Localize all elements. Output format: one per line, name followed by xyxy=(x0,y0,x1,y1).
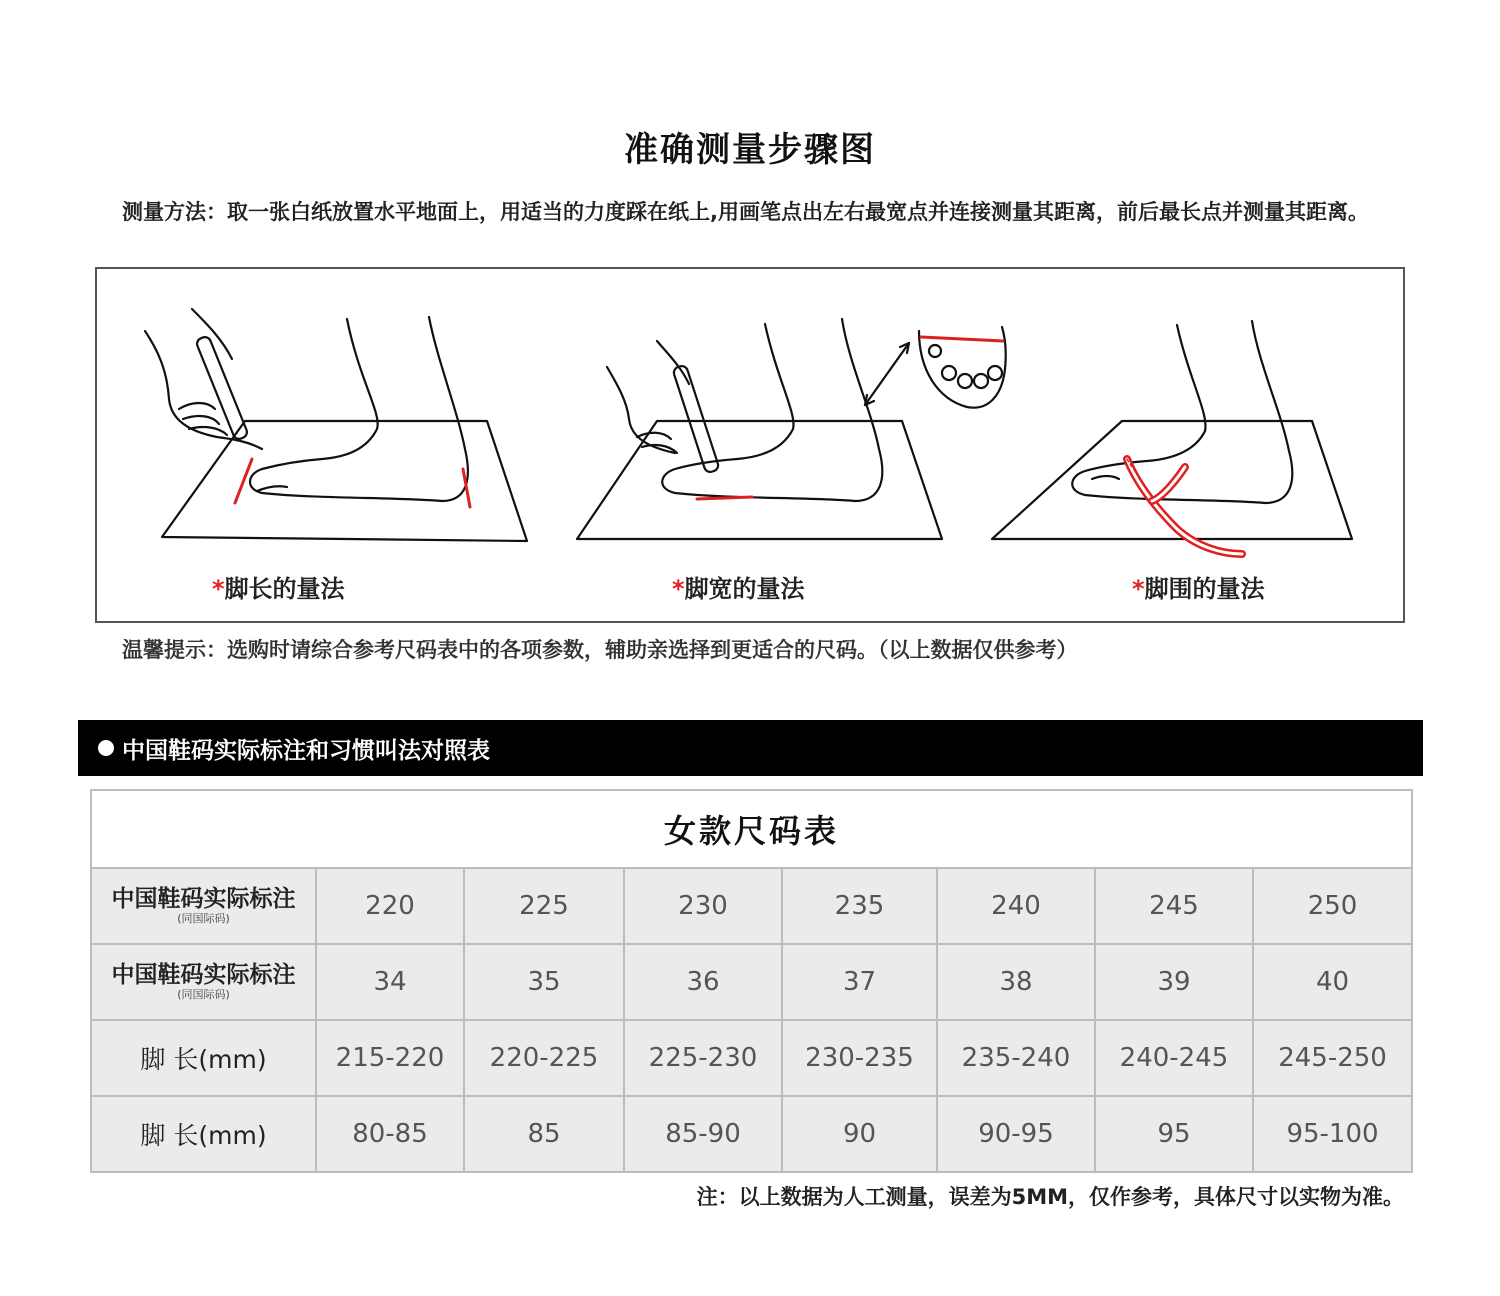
section-title: 中国鞋码实际标注和习惯叫法对照表 xyxy=(122,737,490,764)
table-cell: 85-90 xyxy=(624,1096,782,1172)
table-cell: 95-100 xyxy=(1253,1096,1412,1172)
table-cell: 37 xyxy=(782,944,937,1020)
table-row xyxy=(91,868,1412,944)
table-cell: 90-95 xyxy=(937,1096,1095,1172)
table-cell: 235 xyxy=(782,868,937,944)
tip-text: 温馨提示：选购时请综合参考尺码表中的各项参数，辅助亲选择到更适合的尺码。（以上数据仅供参考） xyxy=(122,638,1078,662)
table-cell: 235-240 xyxy=(937,1020,1095,1096)
foot-width-illustration xyxy=(577,319,1006,539)
measurement-diagram xyxy=(95,267,1405,623)
table-cell: 215-220 xyxy=(316,1020,464,1096)
table-row xyxy=(91,944,1412,1020)
table-cell: 36 xyxy=(624,944,782,1020)
section-header-bar xyxy=(78,720,1423,776)
table-cell: 230-235 xyxy=(782,1020,937,1096)
row-header: 脚 长(mm) xyxy=(91,1096,316,1172)
table-cell: 250 xyxy=(1253,868,1412,944)
table-cell: 240-245 xyxy=(1095,1020,1253,1096)
measure-method-text: 测量方法：取一张白纸放置水平地面上，用适当的力度踩在纸上,用画笔点出左右最宽点并连接测量其距离，前后最长点并测量其距离。 xyxy=(122,200,1369,224)
table-row xyxy=(91,1020,1412,1096)
table-row xyxy=(91,1096,1412,1172)
table-cell: 39 xyxy=(1095,944,1253,1020)
foot-girth-illustration xyxy=(992,321,1352,539)
table-cell: 245 xyxy=(1095,868,1253,944)
table-cell: 40 xyxy=(1253,944,1412,1020)
table-cell: 85 xyxy=(464,1096,624,1172)
caption-foot-girth: *脚围的量法 xyxy=(1132,575,1265,603)
row-header: 中国鞋码实际标注 (同国际码) xyxy=(91,868,316,944)
bullet-dot-icon xyxy=(98,740,114,756)
table-cell: 225-230 xyxy=(624,1020,782,1096)
size-chart-table xyxy=(90,789,1413,1173)
table-cell: 34 xyxy=(316,944,464,1020)
table-cell: 245-250 xyxy=(1253,1020,1412,1096)
row-header: 中国鞋码实际标注 (同国际码) xyxy=(91,944,316,1020)
table-cell: 95 xyxy=(1095,1096,1253,1172)
red-measure-marks xyxy=(235,337,1242,554)
row-header: 脚 长(mm) xyxy=(91,1020,316,1096)
table-cell: 38 xyxy=(937,944,1095,1020)
table-title: 女款尺码表 xyxy=(91,790,1412,868)
table-cell: 240 xyxy=(937,868,1095,944)
footnote-text: 注：以上数据为人工测量，误差为5MM，仅作参考，具体尺寸以实物为准。 xyxy=(696,1185,1404,1209)
caption-foot-width: *脚宽的量法 xyxy=(672,575,805,603)
table-cell: 220 xyxy=(316,868,464,944)
table-cell: 230 xyxy=(624,868,782,944)
table-cell: 225 xyxy=(464,868,624,944)
caption-foot-length: *脚长的量法 xyxy=(212,575,345,603)
table-cell: 220-225 xyxy=(464,1020,624,1096)
table-cell: 80-85 xyxy=(316,1096,464,1172)
table-cell: 90 xyxy=(782,1096,937,1172)
page-title: 准确测量步骤图 xyxy=(624,130,876,170)
table-cell: 35 xyxy=(464,944,624,1020)
